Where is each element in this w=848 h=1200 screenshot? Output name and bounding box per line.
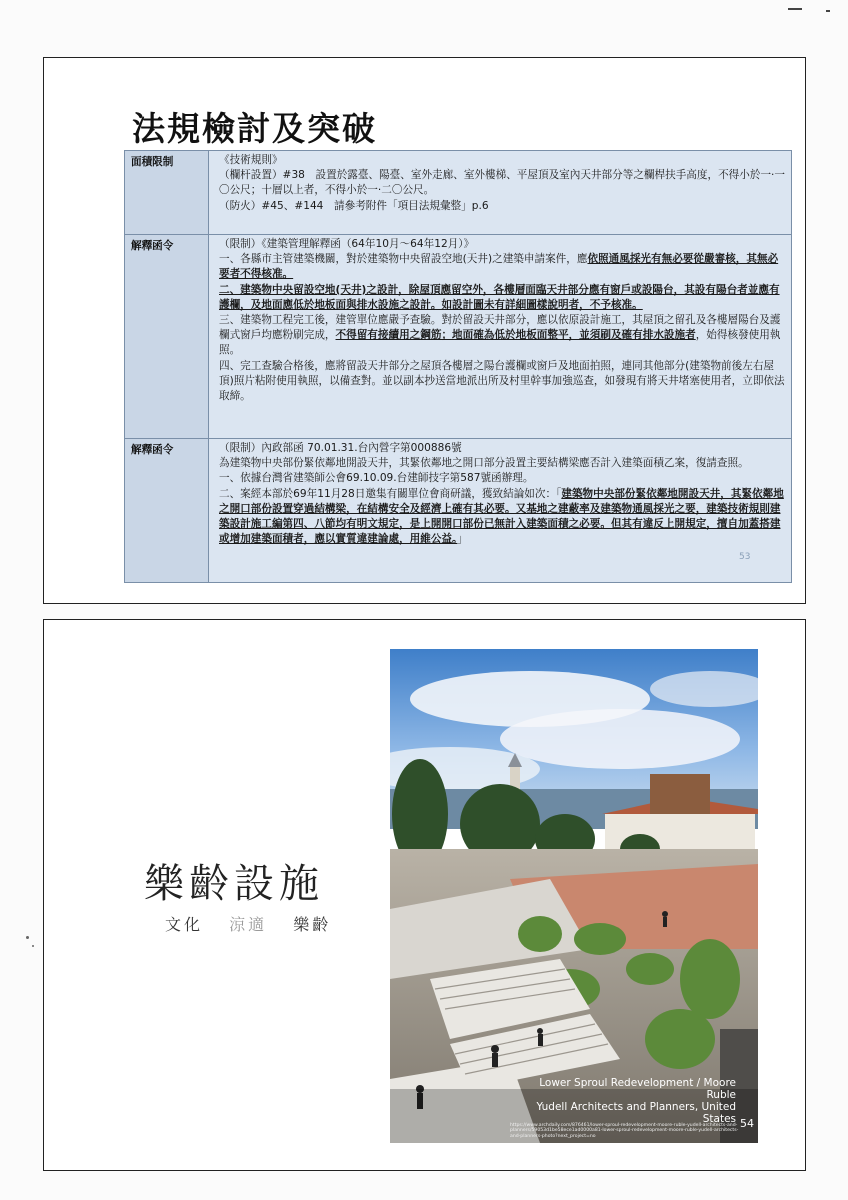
regulation-table bbox=[124, 150, 792, 583]
row-content bbox=[209, 439, 792, 583]
subtitle-word: 涼適 bbox=[229, 915, 268, 934]
table-row bbox=[125, 151, 792, 235]
row-label: 面積限制 bbox=[125, 151, 209, 235]
page-number: 54 bbox=[740, 1117, 754, 1130]
photo-caption bbox=[508, 1077, 736, 1125]
content-line: 為建築物中央部份緊依鄰地開設天井，其緊依鄰地之開口部分設置主要結構梁應否計入建築面積乙案，復請查照。 bbox=[219, 457, 749, 470]
content-line: 一、各縣市主管建築機關，對於建築物中央留設空地(天井)之建築申請案件，應依照通風採光有無必要從嚴審核，其無必要者不得核准。 bbox=[219, 253, 779, 281]
row-label: 解釋函令 bbox=[125, 235, 209, 439]
subtitle-word: 樂齡 bbox=[293, 915, 332, 934]
scan-mark bbox=[26, 936, 29, 939]
content-line: （限制）《建築管理解釋函（64年10月～64年12月）》 bbox=[219, 238, 475, 250]
content-line: 《技術規則》 bbox=[219, 154, 283, 166]
row-label: 解釋函令 bbox=[125, 439, 209, 583]
content-line: （限制）內政部函 70.01.31.台內營字第000886號 bbox=[219, 442, 462, 454]
row-content bbox=[209, 235, 792, 439]
content-line: 二、建築物中央留設空地(天井)之設計，除屋頂應留空外，各樓層面臨天井部分應有窗戶或設陽台，其設有陽台者並應有護欄，及地面應低於地板面與排水設施之設計。如設計圖未有詳細圖樣說明者，不予核准。 bbox=[219, 283, 780, 311]
slide-regulations bbox=[43, 57, 806, 604]
slide-title: 樂齡設施 bbox=[144, 861, 324, 907]
slide-subtitle bbox=[165, 912, 349, 935]
content-line: 一、依據台灣省建築師公會69.10.09.台建師技字第587號函辦理。 bbox=[219, 472, 534, 485]
content-line: 二、案經本部於69年11月28日邀集有關單位會商研議，獲致結論如次：「建築物中央部份緊依鄰地開設天井，其緊依鄰地之開口部份設置穿過結構梁，在結構安全及經濟上確有其必要。又基地之建蔽率及建築物通風採光之要，建築技術規則建築設計施工編第四、八節均有明文規定，是上開開口部份已無計入建築面積之必要。但其有違反上開規定，擅自加蓋搭建或增加建築面積者，應以實質違建論處，用維公益。」 bbox=[219, 487, 784, 546]
content-line: （防火）#45、#144 請參考附件「項目法規彙整」p.6 bbox=[219, 199, 489, 212]
caption-line: Lower Sproul Redevelopment / Moore Ruble bbox=[539, 1077, 736, 1101]
content-line: 四、完工查驗合格後，應將留設天井部分之屋頂各樓層之陽台護欄或窗戶及地面拍照，連同其他部分(建築物前後左右屋頂)照片粘附使用執照，以備查對。並以副本抄送當地派出所及村里幹事加強巡查，如發現有將天井堵塞使用者，立即依法取締。 bbox=[219, 359, 785, 403]
photo-source-url: https://www.archdaily.com/876461/lower-sproul-redevelopment-moore-ruble-yudell-architects-and-planners/59053d1be58ece1ad0000a81-lower-sproul-redevelopment-moore-ruble-yudell-architects-and-planners-photo?next_project=no bbox=[510, 1122, 739, 1139]
slide-title: 法規檢討及突破 bbox=[132, 109, 377, 148]
content-line: 三、建築物工程完工後，建管單位應嚴予查驗。對於留設天井部分，應以依原設計施工，其屋頂之留孔及各樓層陽台及護欄式窗戶均應粉刷完成，不得留有接續用之鋼筋；地面確為低於地板面整平，並須刷及確有排水設施者，始得核發使用執照。 bbox=[219, 314, 781, 357]
scan-mark bbox=[788, 8, 802, 10]
slide-senior-facilities bbox=[43, 619, 806, 1171]
scan-mark bbox=[32, 945, 34, 947]
table-row bbox=[125, 439, 792, 583]
scan-mark bbox=[826, 10, 830, 12]
page-number: 53 bbox=[739, 552, 751, 562]
caption-line: Yudell Architects and Planners, United States bbox=[536, 1101, 736, 1125]
row-content bbox=[209, 151, 792, 235]
subtitle-word: 文化 bbox=[165, 915, 204, 934]
campus-plaza-photo bbox=[390, 649, 758, 1143]
table-row bbox=[125, 235, 792, 439]
content-line: （欄杆設置）#38 設置於露臺、陽臺、室外走廊、室外樓梯、平屋頂及室內天井部分等之欄桿扶手高度，不得小於一·一〇公尺；十層以上者，不得小於一·二〇公尺。 bbox=[219, 169, 786, 197]
